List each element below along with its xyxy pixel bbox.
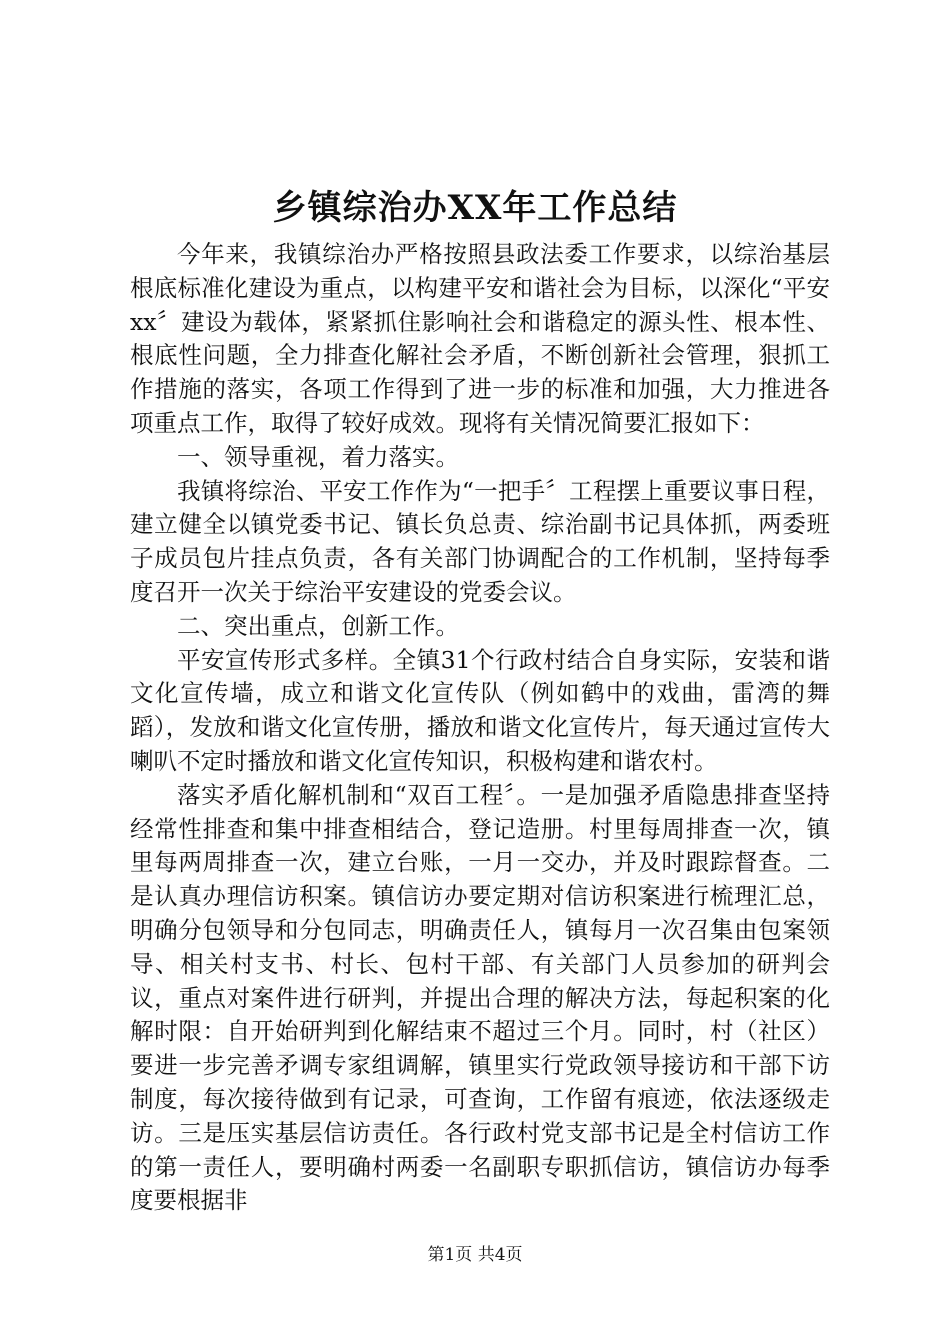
paragraph-publicity: 平安宣传形式多样。全镇31个行政村结合自身实际，安装和谐文化宣传墙，成立和谐文化宣传队（例如鹤中的戏曲，雷湾的舞蹈），发放和谐文化宣传册，播放和谐文化宣传片，每天通过宣传大喇叭不定时播放和谐文化宣传知识，积极构建和谐农村。 [130, 645, 830, 775]
document-title: 乡镇综治办XX年工作总结 [272, 188, 678, 228]
section-heading-1: 一、领导重视，着力落实。 [177, 442, 459, 471]
document-body [130, 238, 830, 1218]
paragraph-leadership: 我镇将综治、平安工作作为“一把手〞工程摆上重要议事日程，建立健全以镇党委书记、镇长负总责、综治副书记具体抓，两委班子成员包片挂点负责，各有关部门协调配合的工作机制，坚持每季度召开一次关于综治平安建设的党委会议。 [130, 476, 830, 606]
paragraph-intro: 今年来，我镇综治办严格按照县政法委工作要求，以综治基层根底标准化建设为重点，以构建平安和谐社会为目标，以深化“平安xx〞建设为载体，紧紧抓住影响社会和谐稳定的源头性、根本性、根底性问题，全力排查化解社会矛盾，不断创新社会管理，狠抓工作措施的落实，各项工作得到了进一步的标准和加强，大力推进各项重点工作，取得了较好成效。现将有关情况简要汇报如下： [130, 240, 830, 437]
paragraph-conflict-resolution: 落实矛盾化解机制和“双百工程〞。一是加强矛盾隐患排查坚持经常性排查和集中排查相结合，登记造册。村里每周排查一次，镇里每两周排查一次，建立台账，一月一交办，并及时跟踪督查。二是认真办理信访积案。镇信访办要定期对信访积案进行梳理汇总，明确分包领导和分包同志，明确责任人，镇每月一次召集由包案领导、相关村支书、村长、包村干部、有关部门人员参加的研判会议，重点对案件进行研判，并提出合理的解决方法，每起积案的化解时限：自开始研判到化解结束不超过三个月。同时，村（社区）要进一步完善矛调专家组调解，镇里实行党政领导接访和干部下访制度，每次接待做到有记录，可查询，工作留有痕迹，依法逐级走访。三是压实基层信访责任。各行政村党支部书记是全村信访工作的第一责任人，要明确村两委一名副职专职抓信访，镇信访办每季度要根据非 [130, 780, 830, 1215]
section-heading-2: 二、突出重点，创新工作。 [177, 611, 459, 640]
page-footer: 第1页 共4页 [427, 1245, 523, 1265]
